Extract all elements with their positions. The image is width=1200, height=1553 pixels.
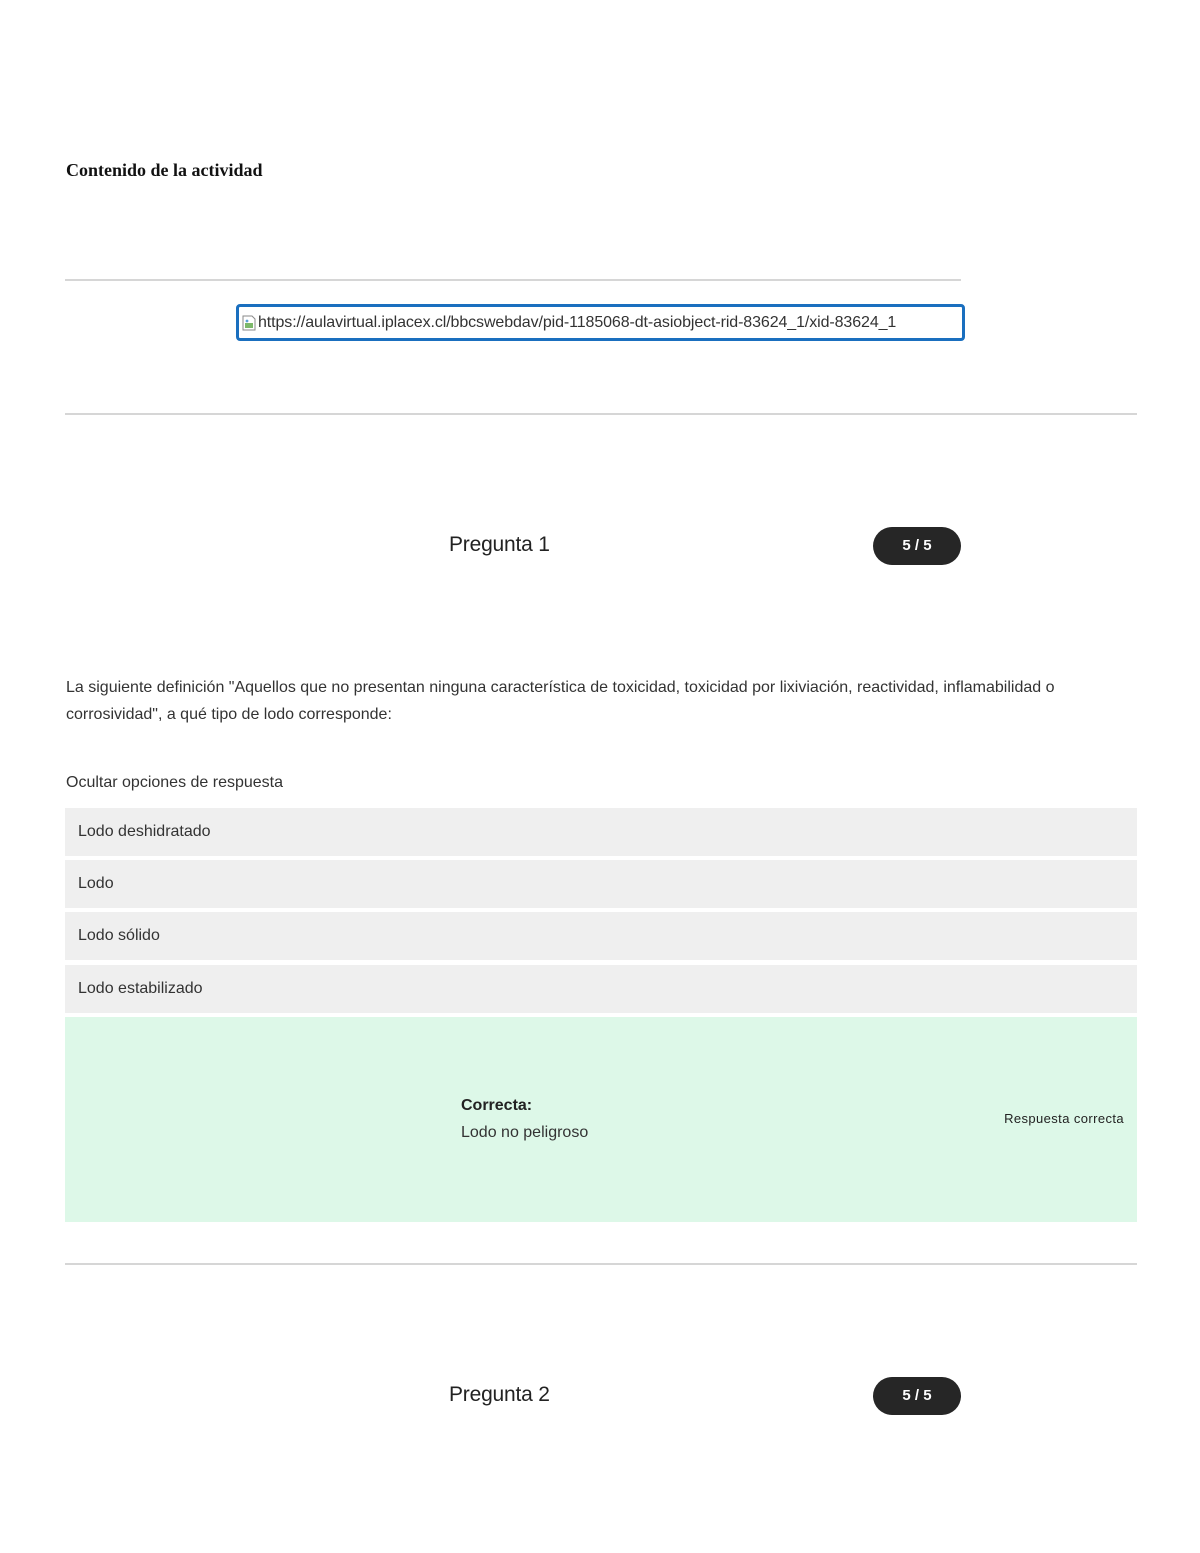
divider [65, 413, 1137, 415]
divider [65, 279, 961, 281]
feedback-status: Respuesta correcta [1004, 1111, 1124, 1126]
question-title: Pregunta 2 [449, 1383, 550, 1406]
correct-answer-feedback [65, 1017, 1137, 1222]
answer-options-list [65, 808, 1137, 1017]
divider [65, 1263, 1137, 1265]
answer-option[interactable]: Lodo [65, 860, 1137, 908]
broken-image-placeholder[interactable] [236, 304, 965, 341]
answer-option[interactable]: Lodo estabilizado [65, 965, 1137, 1013]
correct-answer-text: Lodo no peligroso [461, 1124, 589, 1141]
score-badge: 5 / 5 [873, 527, 961, 565]
feedback-label: Correcta: [461, 1097, 533, 1114]
answer-option[interactable]: Lodo sólido [65, 912, 1137, 960]
answer-option[interactable]: Lodo deshidratado [65, 808, 1137, 856]
question-text: La siguiente definición "Aquellos que no presentan ninguna característica de toxicidad, toxicidad por lixiviación, reactividad, inflamabilidad o corrosividad", a qué tipo de lodo corresponde: [66, 679, 1055, 723]
page-title: Contenido de la actividad [66, 160, 263, 180]
broken-image-icon [242, 315, 256, 331]
question-title: Pregunta 1 [449, 533, 550, 556]
image-alt-text: https://aulavirtual.iplacex.cl/bbcswebdav/pid-1185068-dt-asiobject-rid-83624_1/xid-83624_1 [258, 314, 897, 331]
hide-answer-options-toggle[interactable]: Ocultar opciones de respuesta [66, 774, 284, 791]
score-badge: 5 / 5 [873, 1377, 961, 1415]
